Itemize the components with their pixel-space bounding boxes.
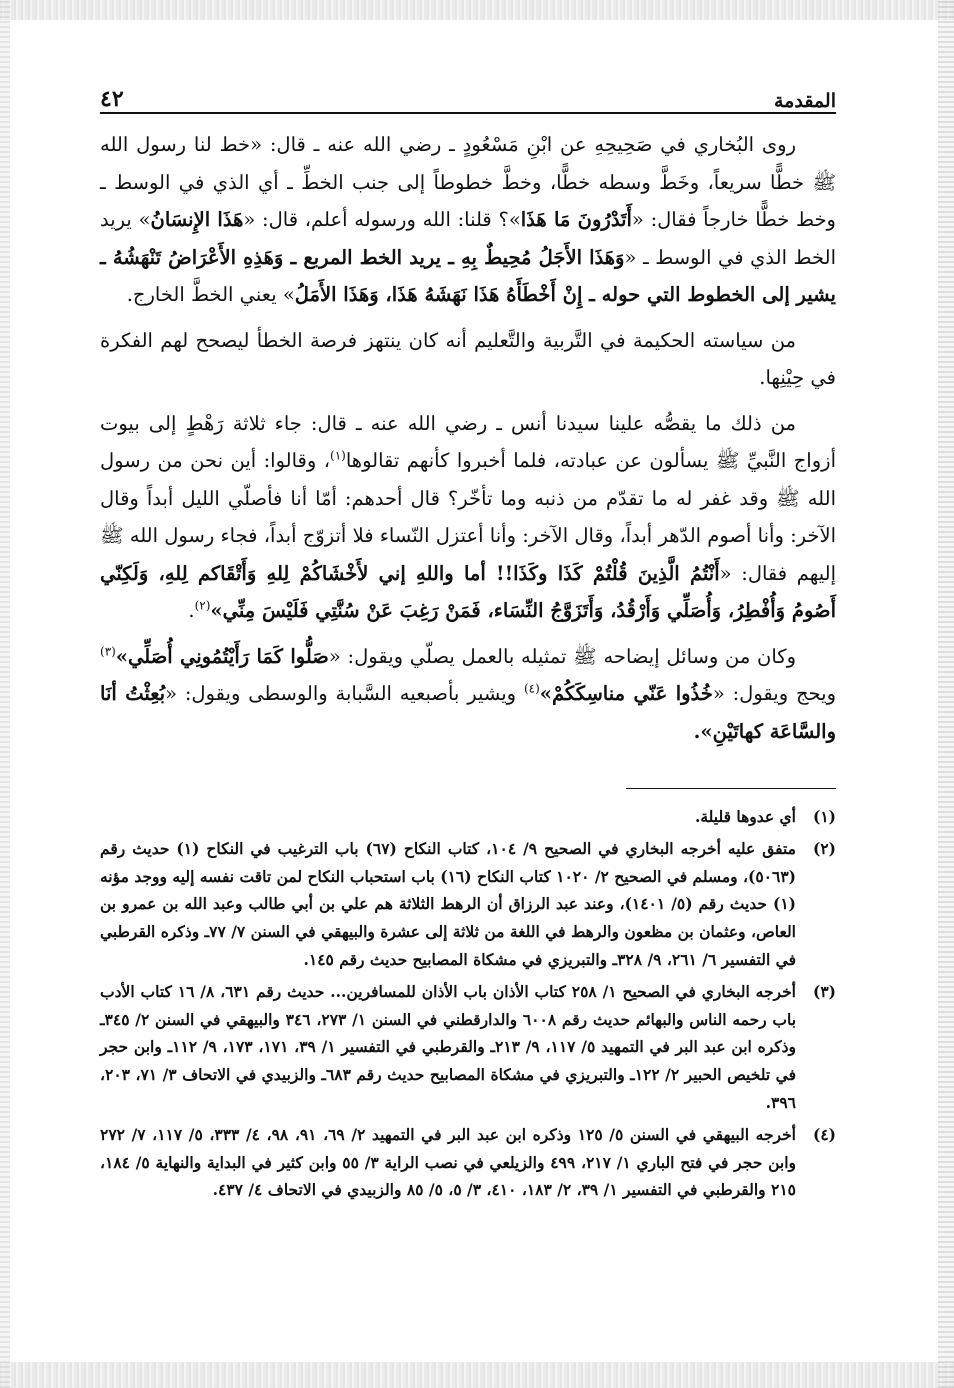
footnote-separator bbox=[626, 788, 836, 789]
footnote-text: متفق عليه أخرجه البخاري في الصحيح ٩/ ١٠٤، كتاب النكاح (٦٧) باب الترغيب في النكاح (١) حديث رقم (٥٠٦٣)، ومسلم في الصحيح ٢/ ١٠٢٠ كتاب النكاح (١٦) باب استحباب النكاح لمن تاقت نفسه إليه ووجد مؤنه (١) حديث رقم (٥/ ١٤٠١)، وعند عبد الرزاق أن الرهط الثلاثة هم علي بن أبي طالب وعبد الله بن عمرو بن العاص، وعثمان بن مظعون والرهط في اللغة من ثلاثة إلى عشرة والبيهقي في السنن ٧/ ٧٧ـ وذكره القرطبي في التفسير ٦/ ٢٦١، ٩/ ٣٢٨ـ والتبريزي في مشكاة المصابيح حديث رقم ١٤٥. bbox=[100, 838, 796, 969]
footnote-ref-1[interactable]: (١) bbox=[330, 448, 346, 463]
footnotes bbox=[100, 803, 836, 1204]
footnote-ref-2[interactable]: (٢) bbox=[194, 598, 211, 613]
text-run: »؟ قلنا: الله ورسوله أعلم، قال: « bbox=[243, 208, 521, 231]
scan-border-top bbox=[0, 0, 954, 20]
text-run: ويحج ويقول: « bbox=[712, 682, 836, 705]
text-run: » bbox=[539, 682, 552, 705]
paragraph-4 bbox=[100, 638, 836, 751]
text-run: . bbox=[188, 599, 195, 622]
book-page bbox=[100, 78, 836, 1208]
hadith-quote: إِنْ أَخْطَأَهُ هَذَا نَهَشَهُ هَذَا، وَهَذَا الأَمَلُ bbox=[294, 283, 583, 306]
scan-border-left bbox=[0, 0, 10, 1388]
hadith-quote: هَذَا الإِنسَانُ bbox=[150, 208, 244, 231]
footnote-number: (٢) bbox=[812, 838, 836, 858]
text-run: ». bbox=[693, 719, 713, 743]
footnote-text: أخرجه البخاري في الصحيح ١/ ٢٥٨ كتاب الأذان باب الأذان للمسافرين... حديث رقم ٦٣١، ٨/ ١٦ كتاب الأدب باب رحمه الناس والبهائم حديث رقم ٦٠٠٨ والدارقطني في السنن ١/ ٢٧٣، ٣٤٦ والبيهقي في السنن ٢/ ٣٤٥ـ وذكره ابن عبد البر في التمهيد ٥/ ١١٧، ٩/ ٢١٣ـ والقرطبي في التفسير ١/ ٣٩، ١٧١، ١٧٣، ٩/ ١١٢ـ وابن حجر في تلخيص الحبير ٢/ ١٢٢ـ والتبريزي في مشكاة المصابيح حديث رقم ٦٨٣ـ والزبيدي في الاتحاف ٣/ ٧١، ٢٠٣، ٣٩٦. bbox=[100, 981, 797, 1112]
footnote-number: (٣) bbox=[812, 981, 836, 1001]
hadith-quote: وَهَذِهِ الأَعْرَاضُ تَنْهَشُهُ bbox=[112, 245, 284, 269]
footnote-text: أي عدوها قليلة. bbox=[694, 807, 796, 826]
footnote-2 bbox=[100, 835, 836, 974]
hadith-quote: بُعِثْتُ أنَا والسَّاعَة كهاتَيْنِ bbox=[100, 682, 836, 743]
page-number: ٤٢ bbox=[100, 86, 124, 112]
text-run: » bbox=[210, 599, 223, 622]
paragraph-1 bbox=[100, 126, 836, 314]
main-text bbox=[100, 126, 836, 750]
footnote-1 bbox=[100, 803, 836, 831]
footnote-ref-3[interactable]: (٣) bbox=[100, 644, 116, 658]
footnote-3 bbox=[100, 978, 836, 1117]
paragraph-2: من سياسته الحكيمة في التَّربية والتَّعليم أنه كان ينتهز فرصة الخطأ ليصحح لهم الفكرة في حِيْنِها. bbox=[100, 328, 836, 389]
scan-border-bottom bbox=[0, 1362, 954, 1388]
hadith-quote: خُذُوا عَنّي مناسِكَكُمْ bbox=[551, 682, 713, 705]
text-run: روى البُخاري في صَحِيحِهِ عن ابْنِ مَسْعُودٍ ـ رضي الله عنه ـ قال: «خط لنا رسول الله ﷺ خطًّا سريعاً، وخَطَّ وسطه خطًّا، وخطَّ خطوطاً إلى جنب الخطِّ ـ أي الذي في الوسط ـ وخط خطًّا خارجاً فقال: « bbox=[100, 133, 836, 231]
text-run: » يعني الخطَّ الخارج. bbox=[126, 283, 295, 306]
scan-border-right bbox=[938, 0, 954, 1388]
hadith-quote: أَنْتُمُ الَّذِينَ قُلْتُمْ كَذَا وكَذَا!! أما واللهِ إني لأَخْشَاكُمْ لِلهِ وَأَتْقَاكم لِلهِ، وَلَكِنّي أَصُومُ وَأُفْطِرُ، وَأُصَلِّي وَأَرْقُدُ، وَأَتَزَوَّجُ النِّسَاء، فَمَنْ رَغِبَ عَنْ سُنَّتِي فَلَيْسَ مِنِّي bbox=[100, 561, 836, 622]
footnote-text: أخرجه البيهقي في السنن ٥/ ١٢٥ وذكره ابن عبد البر في التمهيد ٢/ ٦٩، ٩١، ٩٨، ٤/ ٣٣٣، ٥/ ١١٧، ٧/ ٢٧٢ وابن حجر في فتح الباري ١/ ٢١٧، ٤٩٩ والزيلعي في نصب الراية ٣/ ٥٥ وابن كثير في البداية والنهاية ٥/ ١٨٤، ٢١٥ والقرطبي في التفسير ١/ ٣٩، ٢/ ١٨٣، ٤١٠، ٣/ ٥، ٥/ ٨٥ والزبيدي في الاتحاف ٤/ ٤٣٧. bbox=[100, 1124, 796, 1200]
text-run: من ذلك ما يقصُّه علينا سيدنا أنس ـ رضي الله عنه ـ قال: جاء ثلاثة رَهْطٍ إلى بيوت أزواج النَّبيِّ ﷺ يسألون عن عبادته، فلما أخبروا كأنهم تقالوها bbox=[100, 411, 836, 472]
footnote-number: (٤) bbox=[812, 1124, 836, 1144]
text-run: ويشير بأصبعيه السَّبابة والوسطى ويقول: « bbox=[165, 682, 524, 705]
hadith-quote: صَلُّوا كَمَا رَأَيْتُمُونِي أُصَلِّي bbox=[128, 644, 329, 668]
hadith-quote: أَتَدْرُونَ مَا هَذَا bbox=[520, 208, 632, 231]
paragraph-3 bbox=[100, 405, 836, 630]
running-header bbox=[100, 78, 836, 114]
section-title: المقدمة bbox=[773, 90, 836, 112]
footnote-number: (١) bbox=[812, 807, 836, 826]
hadith-quote: وَهَذَا الأَجَلُ مُحِيطٌ بِهِ bbox=[461, 245, 625, 269]
text-run: ، وقالوا: أين نحن من رسول الله ﷺ وقد غفر له ما تقدّم من ذنبه وما تأخّر؟ قال أحدهم: أمّا أنا فأصلّي الليل أبداً وقال الآخر: وأنا أصوم الدّهر أبداً، وقال الآخر: وأنا أعتزل النّساء فلا أتزوّج أبداً، فجاء رسول الله ﷺ إليهم فقال: « bbox=[100, 449, 836, 585]
footnote-4 bbox=[100, 1121, 836, 1204]
text-run: ـ يشير إلى الخطوط التي حوله ـ bbox=[100, 245, 836, 306]
text-run: وكان من وسائل إيضاحه ﷺ تمثيله بالعمل يصلّي ويقول: « bbox=[328, 644, 797, 668]
text-run: » bbox=[115, 644, 129, 668]
text-run: » يريد الخط الذي في الوسط ـ « bbox=[100, 208, 836, 269]
text-run: ـ يريد الخط المربع ـ bbox=[283, 245, 462, 269]
footnote-ref-4[interactable]: (٤) bbox=[523, 681, 540, 696]
